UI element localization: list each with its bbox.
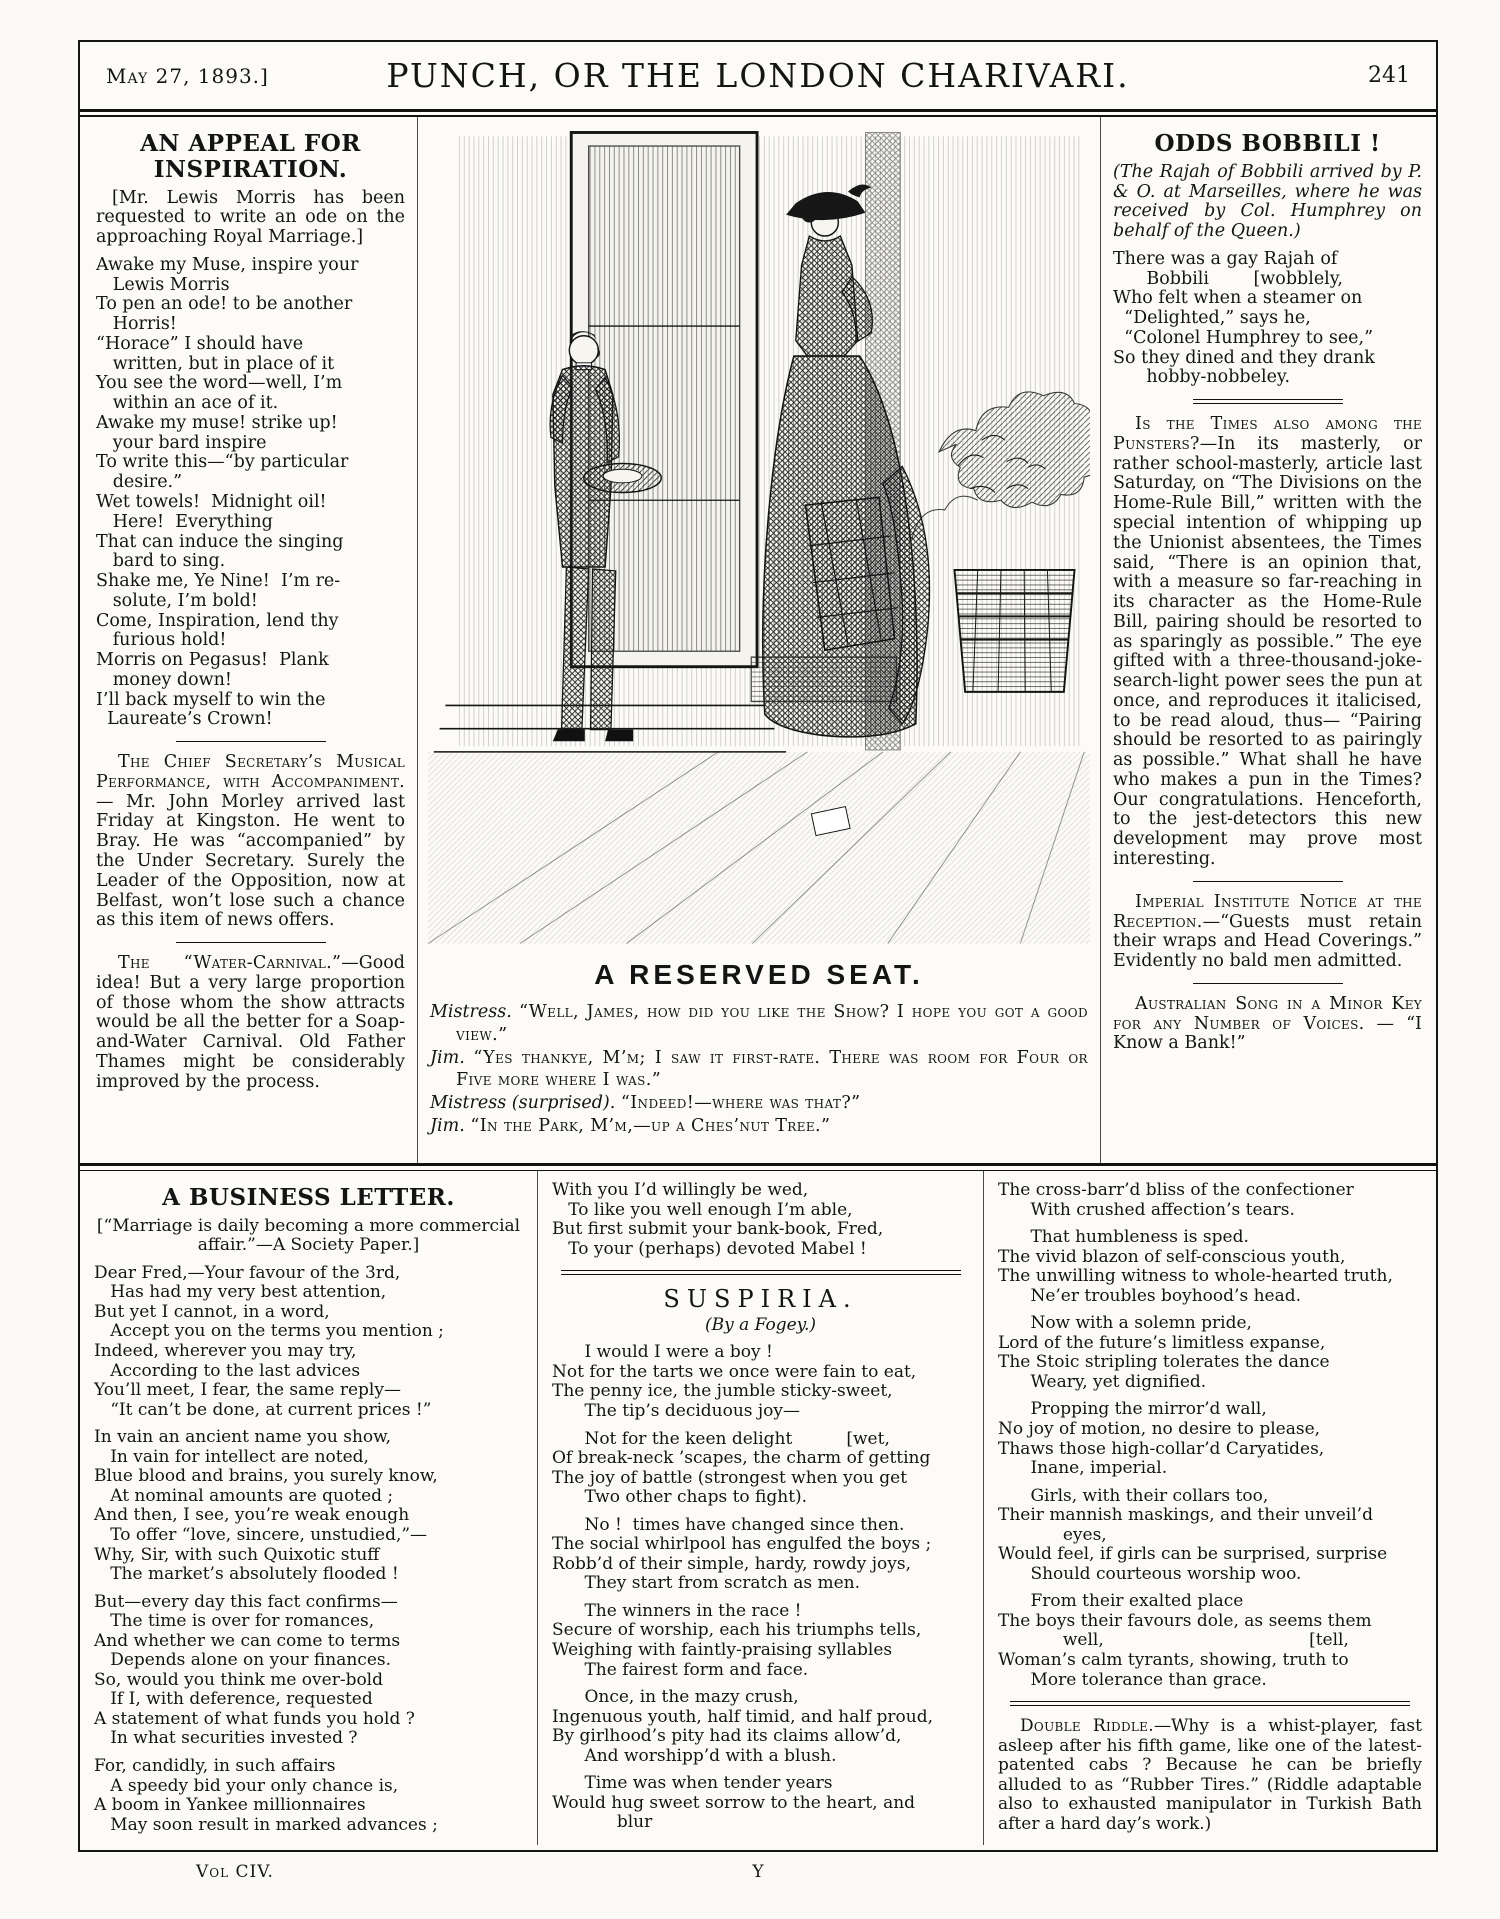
suspiria-poem-col3: The cross-barr’d bliss of the confectioner With crushed affection’s tears. That humbleness is sped. The vivid blazon of self-conscious youth, The unwilling witness to whole-hearted truth, Ne’er troubles boyhood’s head. Now with a solemn pride, Lord of the future’s limitless expanse, The Stoic stripling tolerates the dance Weary, yet dignified. Propping the mirror’d wall, No joy of motion, no desire to please, Thaws those high-collar’d Caryatides, Inane, imperial. Girls, with their collars too, Their mannish maskings, and their unveil’d eyes, Would feel, if girls can be surprised, surprise Should courteous worship woo. From their exalted place The boys their favours dole, as seems them well, [tell, Woman’s calm tyrants, showing, truth to More tolerance than grace.	[998, 1180, 1393, 1690]
plant-tub	[955, 570, 1075, 692]
dialogue-text: “In the Park, M’m,—up a Ches’nut Tree.”	[470, 1115, 831, 1136]
business-letter-poem-end: With you I’d willingly be wed, To like you well enough I’m able, But first submit your bank-book, Fred, To your (perhaps) devoted Mabel !	[552, 1180, 884, 1259]
page-footer	[78, 1862, 1438, 1902]
article-title-suspiria: SUSPIRIA.	[663, 1285, 858, 1314]
article-divider	[561, 1270, 961, 1275]
reserved-seat-illustration	[418, 117, 1100, 955]
dialogue-speaker: Mistress (surprised).	[430, 1093, 621, 1113]
dialogue-text: “Indeed!—where was that?”	[620, 1093, 861, 1113]
article-divider	[1010, 1701, 1410, 1706]
paragraph-body: —In its masterly, or rather school-masterly, article last Saturday, on “The Divisions on the Home-Rule Bill,” written with the special intention of whipping up the Unionist absentees, the Times said, “There is an opinion that, with a measure so far-reaching in its character as the Home-Rule Bill, pairing should be resorted to as sparingly as possible.” The eye gifted with a three-thousand-joke-search-light power sees the pun at once, and reproduces it italicised, to be read aloud, thus— “Pairing should be resorted to as pairingly as possible.” What shall he have who makes a pun in the Times? Our congratulations. Henceforth, to the jest-detectors this new development may prove most interesting.	[1113, 433, 1422, 870]
article-divider	[1193, 983, 1343, 984]
paragraph-body: —“Guests must retain their wraps and Head Coverings.” Evidently no bald men admitted.	[1113, 911, 1422, 972]
paragraph-lead: Australian Song in a Minor Key for any Number of Voices.	[1113, 993, 1422, 1034]
dialogue-speaker: Jim.	[430, 1115, 471, 1136]
imperial-paragraph	[1113, 893, 1422, 972]
magazine-page	[78, 40, 1438, 1852]
dialogue-speaker: Mistress.	[430, 1002, 519, 1022]
appeal-poem: Awake my Muse, inspire your Lewis Morris To pen an ode! to be another Horris! “Horace” I should have written, but in place of it You see the word—well, I’m within an ace of it. Awake my muse! strike up! your bard inspire To write this—“by particular desire.” Wet towels! Midnight oil! Here! Everything That can induce the singing bard to sing. Shake me, Ye Nine! I’m re- solute, I’m bold! Come, Inspiration, lend thy furious hold! Morris on Pegasus! Plank money down! I’ll back myself to win the Laureate’s Crown!	[96, 254, 359, 730]
page-number: 241	[1368, 63, 1410, 88]
punsters-paragraph	[1113, 415, 1422, 870]
paragraph-body: —Good idea! But a very large proportion of those whom the show attracts would be all the better for a Soap-and-Water Carnival. Old Father Thames might be considerably improved by the process.	[96, 953, 405, 1092]
article-intro-appeal: [Mr. Lewis Morris has been requested to write an ode on the approaching Royal Marriage.]	[96, 187, 405, 248]
volume-label: Vol CIV.	[196, 1862, 274, 1882]
right-column	[1100, 117, 1436, 1163]
chief-secretary-paragraph	[96, 753, 405, 931]
center-column	[418, 117, 1100, 1163]
article-title-odds-bobbili: ODDS BOBBILI !	[1154, 130, 1381, 157]
left-column	[80, 117, 418, 1163]
page-header	[80, 42, 1436, 112]
article-divider	[176, 942, 326, 943]
paragraph-lead: The “Water-Carnival.”	[118, 953, 342, 974]
article-divider	[1193, 881, 1343, 882]
suspiria-poem-col2: I would I were a boy ! Not for the tarts we once were fain to eat, The penny ice, the jumble sticky-sweet, The tip’s deciduous joy— Not for the keen delight [wet, Of break-neck ’scapes, the charm of getting The joy of battle (strongest when you get Two other chaps to fight). No ! times have changed since then. The social whirlpool has engulfed the boys ; Robb’d of their simple, hardy, rowdy joys, They start from scratch as men. The winners in the race ! Secure of worship, each his triumphs tells, Weighing with faintly-praising syllables The fairest form and face. Once, in the mazy crush, Ingenuous youth, half timid, and half proud, By girlhood’s pity had its claims allow’d, And worshipp’d with a blush. Time was when tender years Would hug sweet sorrow to the heart, and blur	[552, 1342, 933, 1833]
etching-drawing	[428, 121, 1090, 955]
paragraph-lead: The Chief Secretary’s Musical Performance, with Accompaniment.	[96, 752, 405, 792]
dialogue-speaker: Jim.	[430, 1047, 474, 1068]
business-letter-poem: Dear Fred,—Your favour of the 3rd, Has had my very best attention, But yet I cannot, in a word, Accept you on the terms you mention ; Indeed, wherever you may try, According to the last advices You’ll meet, I fear, the same reply— “It can’t be done, at current prices !” In vain an ancient name you show, In vain for intellect are noted, Blue blood and brains, you surely know, At nominal amounts are quoted ; And then, I see, you’re weak enough To offer “love, sincere, unstudied,”— Why, Sir, with such Quixotic stuff The market’s absolutely flooded ! But—every day this fact confirms— The time is over for romances, And whether we can come to terms Depends alone on your finances. So, would you think me over-bold If I, with deference, requested A statement of what funds you hold ? In what securities invested ? For, candidly, in such affairs A speedy bid your only chance is, A boom in Yankee millionnaires May soon result in marked advances ;	[94, 1262, 444, 1835]
water-carnival-paragraph	[96, 954, 405, 1092]
article-divider	[176, 741, 326, 742]
bottom-column-2	[538, 1171, 984, 1845]
section-divider-rule	[80, 1163, 1436, 1171]
double-riddle-paragraph	[998, 1717, 1422, 1834]
dialogue-text: “Yes thankye, M’m; I saw it first-rate. There was room for Four or Five more where I was.”	[456, 1047, 1088, 1091]
paragraph-lead: Is the Times also among the Punsters?	[1113, 414, 1422, 454]
article-divider	[1193, 399, 1343, 404]
article-intro-odds-bobbili: (The Rajah of Bobbili arrived by P. & O. at Marseilles, where he was received by Col. Humphrey on behalf of the Queen.)	[1113, 161, 1422, 242]
issue-date: May 27, 1893.]	[106, 63, 269, 88]
article-title-appeal: AN APPEAL FOR INSPIRATION.	[140, 130, 361, 183]
dialogue-text: “Well, James, how did you like the Show? I hope you got a good view.”	[456, 1002, 1088, 1045]
odds-bobbili-poem: There was a gay Rajah of Bobbili [wobblely, Who felt when a steamer on “Delighted,” says he, “Colonel Humphrey to see,” So they dined and they drank hobby-nobbeley.	[1113, 248, 1375, 388]
paragraph-lead: Double Riddle.	[1020, 1716, 1154, 1737]
paragraph-body: — “I Know a Bank!”	[1113, 1013, 1422, 1054]
australian-paragraph	[1113, 995, 1422, 1054]
bottom-column-1	[80, 1171, 538, 1845]
paragraph-body: —Why is a whist-player, fast asleep after his fifth game, like one of the latest-patented cabs ? Because he can be briefly alluded to as “Rubber Tires.” (Riddle adaptable also to exhausted manipulator in Turkish Bath after a hard day’s work.)	[998, 1716, 1422, 1834]
floor	[428, 752, 1090, 944]
suspiria-byline: (By a Fogey.)	[704, 1314, 817, 1335]
top-section	[80, 117, 1436, 1163]
bottom-column-3	[984, 1171, 1436, 1845]
cartoon-caption	[418, 955, 1100, 1138]
bottom-section	[80, 1171, 1436, 1845]
article-title-business-letter: A BUSINESS LETTER.	[162, 1184, 455, 1211]
paragraph-body: — Mr. John Morley arrived last Friday at Kingston. He went to Bray. He was “accompanied” by the Under Secretary. Surely the Leader of the Opposition, now at Belfast, won’t lose such a chance as this item of news offers.	[96, 791, 405, 931]
masthead-title: PUNCH, OR THE LONDON CHARIVARI.	[386, 56, 1130, 95]
cartoon-title: A RESERVED SEAT.	[594, 959, 924, 990]
article-intro-business-letter: [“Marriage is daily becoming a more commercial affair.”—A Society Paper.]	[96, 1215, 521, 1256]
paragraph-lead: Imperial Institute Notice at the Reception.	[1113, 891, 1422, 932]
printer-signature: Y	[752, 1862, 764, 1882]
cartoon-dialogue	[430, 1001, 1088, 1138]
